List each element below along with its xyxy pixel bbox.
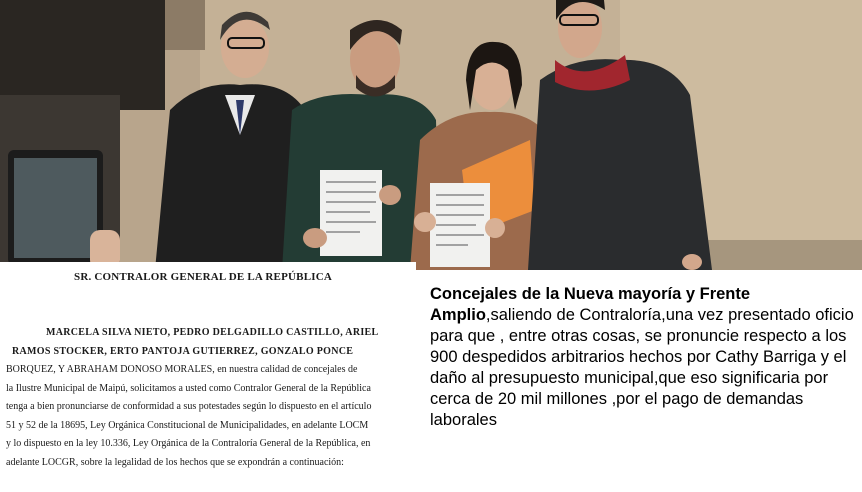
document-line: 51 y 52 de la 18695, Ley Orgánica Constitucional de Municipalidades, en adelante LOCM: [6, 419, 369, 431]
document-line: BORQUEZ, Y ABRAHAM DONOSO MORALES, en nuestra calidad de concejales de: [6, 364, 358, 375]
caption-text: ,saliendo de Contraloría,una vez presentado oficio para que , entre otras cosas, se pronuncie respecto a los 900 despedidos arbitrarios hechos por Cathy Barriga y el daño al presupuesto municipal,que eso significaria por cerca de 20 mil millones ,por el pago de demandas laborales: [430, 306, 854, 429]
document-body: [6, 324, 408, 472]
document-line: tenga a bien pronunciarse de conformidad a sus potestades según lo dispuesto en el artículo: [6, 401, 372, 412]
document-line: y lo dispuesto en la ley 10.336, Ley Orgánica de la Contraloría General de la República, en: [6, 438, 371, 449]
document-scan: [0, 262, 416, 492]
document-line: adelante LOCGR, sobre la legalidad de los hechos que se expondrán a continuación:: [6, 456, 344, 468]
caption-bold: Concejales de la Nueva mayoría y Frente Amplio: [430, 285, 751, 324]
photo-caption: [430, 284, 858, 431]
document-line: la Ilustre Municipal de Maipú, solicitamos a usted como Contralor General de la República: [6, 382, 371, 394]
document-line: RAMOS STOCKER, ERTO PANTOJA GUTIERREZ, GONZALO PONCE: [12, 345, 354, 357]
document-line: MARCELA SILVA NIETO, PEDRO DELGADILLO CASTILLO, ARIEL: [46, 327, 379, 338]
document-title: SR. CONTRALOR GENERAL DE LA REPÚBLICA: [74, 271, 332, 283]
